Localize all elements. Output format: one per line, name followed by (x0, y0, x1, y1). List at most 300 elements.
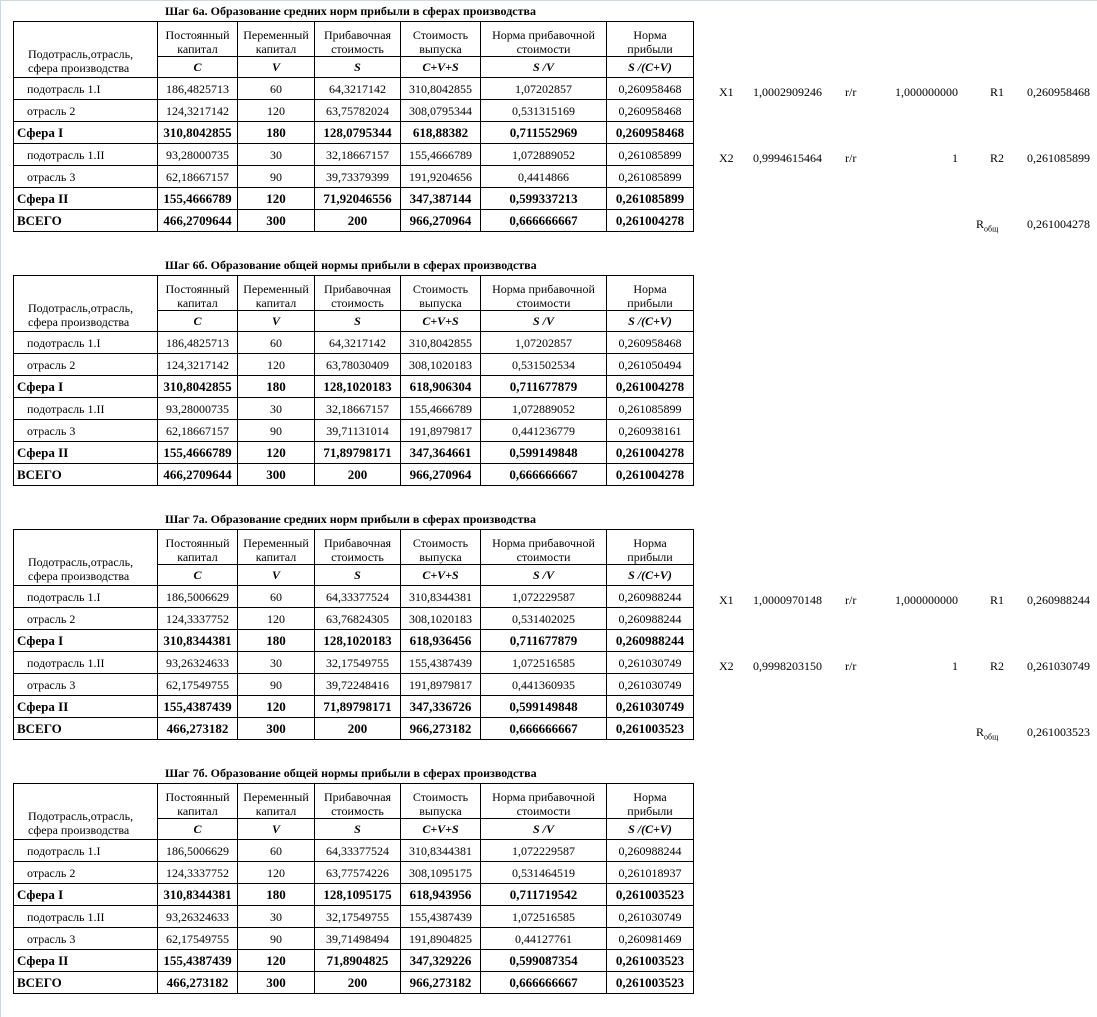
table-cell[interactable]: 0,260988244 (607, 608, 694, 630)
step-block (0, 762, 1097, 1016)
header-col2: Постоянный капитал (158, 276, 238, 311)
side-calc-x2[interactable]: X2 (719, 151, 734, 165)
table-cell[interactable]: 0,261085899 (607, 144, 694, 166)
table-cell[interactable]: 32,17549755 (315, 652, 401, 674)
table-cell[interactable]: 1,07202857 (481, 332, 607, 354)
row-label[interactable]: Сфера I (14, 884, 158, 906)
table-cell[interactable]: 0,261030749 (607, 674, 694, 696)
table-cell[interactable]: 155,4387439 (401, 906, 481, 928)
profit-table (13, 21, 694, 232)
header-symbol: C (158, 565, 238, 586)
table-cell[interactable]: 0,260958468 (607, 78, 694, 100)
table-cell[interactable]: 39,71131014 (315, 420, 401, 442)
table-cell[interactable]: 308,1020183 (401, 608, 481, 630)
table-cell[interactable]: 155,4387439 (158, 950, 238, 972)
table-cell[interactable]: 0,261050494 (607, 354, 694, 376)
table-cell[interactable]: 618,906304 (401, 376, 481, 398)
side-calc-rr1v[interactable]: 1,000000000 (895, 593, 958, 607)
table-cell[interactable]: 310,8042855 (401, 78, 481, 100)
header-col4: Прибавочная стоимость (315, 784, 401, 819)
table-cell[interactable]: 308,1095175 (401, 862, 481, 884)
profit-table (13, 275, 694, 486)
table-cell[interactable]: 60 (238, 586, 315, 608)
table-cell[interactable]: 310,8344381 (401, 586, 481, 608)
table-cell[interactable]: 0,261003523 (607, 718, 694, 740)
table-cell[interactable]: 1,072229587 (481, 586, 607, 608)
header-col7: Норма прибыли (607, 22, 694, 57)
table-cell[interactable]: 200 (315, 718, 401, 740)
table-row (14, 950, 694, 972)
table-cell[interactable]: 0,260958468 (607, 100, 694, 122)
table-cell[interactable]: 1,072516585 (481, 906, 607, 928)
row-label[interactable]: Сфера II (14, 950, 158, 972)
table-cell[interactable]: 1,072229587 (481, 840, 607, 862)
side-calc-r1v[interactable]: 0,260958468 (1027, 85, 1090, 99)
table-cell[interactable]: 0,531315169 (481, 100, 607, 122)
table-cell[interactable]: 93,28000735 (158, 144, 238, 166)
row-label[interactable]: отрасль 3 (14, 928, 158, 950)
table-cell[interactable]: 64,33377524 (315, 586, 401, 608)
table-cell[interactable]: 618,936456 (401, 630, 481, 652)
side-calc-r2v[interactable]: 0,261030749 (1027, 659, 1090, 673)
row-label[interactable]: ВСЕГО (14, 718, 158, 740)
header-symbol: S (315, 819, 401, 840)
side-calc-r1[interactable]: R1 (990, 85, 1005, 99)
block-title: Шаг 7б. Образование общей нормы прибыли в сферах производства (165, 766, 537, 780)
side-calc-rtv[interactable]: 0,261004278 (1027, 217, 1090, 231)
side-calc-r2[interactable]: R2 (990, 659, 1005, 673)
row-label[interactable]: отрасль 2 (14, 100, 158, 122)
table-cell[interactable]: 0,261085899 (607, 166, 694, 188)
table-cell[interactable]: 0,260938161 (607, 420, 694, 442)
table-cell[interactable]: 310,8344381 (401, 840, 481, 862)
side-calc-rr1[interactable]: r/r (845, 85, 857, 99)
table-row (14, 696, 694, 718)
table-row (14, 332, 694, 354)
row-label[interactable]: подотрасль 1.II (14, 652, 158, 674)
table-cell[interactable]: 63,76824305 (315, 608, 401, 630)
table-cell[interactable]: 0,531502534 (481, 354, 607, 376)
side-calc-rr1v[interactable]: 1,000000000 (895, 85, 958, 99)
row-label[interactable]: отрасль 3 (14, 420, 158, 442)
table-cell[interactable]: 128,1020183 (315, 630, 401, 652)
table-cell[interactable]: 0,261003523 (607, 972, 694, 994)
table-cell[interactable]: 308,0795344 (401, 100, 481, 122)
table-cell[interactable]: 62,18667157 (158, 166, 238, 188)
table-cell[interactable]: 0,261085899 (607, 188, 694, 210)
table-cell[interactable]: 180 (238, 122, 315, 144)
header-col4: Прибавочная стоимость (315, 530, 401, 565)
side-calc-r2v[interactable]: 0,261085899 (1027, 151, 1090, 165)
table-cell[interactable]: 1,072516585 (481, 652, 607, 674)
table-row (14, 78, 694, 100)
table-cell[interactable]: 0,261003523 (607, 884, 694, 906)
header-col2: Постоянный капитал (158, 784, 238, 819)
table-cell[interactable]: 32,18667157 (315, 398, 401, 420)
table-cell[interactable]: 62,18667157 (158, 420, 238, 442)
table-cell[interactable]: 124,3217142 (158, 354, 238, 376)
r-total-label: R (976, 217, 985, 231)
side-calc-r1v[interactable]: 0,260988244 (1027, 593, 1090, 607)
header-symbol: S (315, 57, 401, 78)
table-cell[interactable]: 93,26324633 (158, 906, 238, 928)
table-cell[interactable]: 0,261004278 (607, 376, 694, 398)
table-cell[interactable]: 64,33377524 (315, 840, 401, 862)
table-cell[interactable]: 1,072889052 (481, 144, 607, 166)
row-label[interactable]: ВСЕГО (14, 464, 158, 486)
side-calc-x1v[interactable]: 1,0000970148 (753, 593, 822, 607)
table-cell[interactable]: 966,270964 (401, 464, 481, 486)
table-cell[interactable]: 128,1020183 (315, 376, 401, 398)
table-cell[interactable]: 1,072889052 (481, 398, 607, 420)
table-cell[interactable]: 466,273182 (158, 718, 238, 740)
table-cell[interactable]: 155,4387439 (401, 652, 481, 674)
table-cell[interactable]: 466,2709644 (158, 464, 238, 486)
table-cell[interactable]: 60 (238, 78, 315, 100)
table-cell[interactable]: 966,270964 (401, 210, 481, 232)
table-cell[interactable]: 32,18667157 (315, 144, 401, 166)
row-label[interactable]: отрасль 2 (14, 862, 158, 884)
row-label[interactable]: Сфера II (14, 696, 158, 718)
table-cell[interactable]: 0,260958468 (607, 332, 694, 354)
side-calc-rr2[interactable]: r/r (845, 659, 857, 673)
table-cell[interactable]: 63,78030409 (315, 354, 401, 376)
table-cell[interactable]: 0,4414866 (481, 166, 607, 188)
table-row (14, 100, 694, 122)
table-cell[interactable]: 180 (238, 630, 315, 652)
table-cell[interactable]: 32,17549755 (315, 906, 401, 928)
step-block (0, 0, 1097, 254)
side-calc-x1v[interactable]: 1,0002909246 (753, 85, 822, 99)
table-cell[interactable]: 0,261030749 (607, 652, 694, 674)
table-cell[interactable]: 191,8904825 (401, 928, 481, 950)
table-row (14, 862, 694, 884)
table-cell[interactable]: 1,07202857 (481, 78, 607, 100)
table-cell[interactable]: 124,3337752 (158, 862, 238, 884)
table-cell[interactable]: 71,89798171 (315, 696, 401, 718)
table-cell[interactable]: 308,1020183 (401, 354, 481, 376)
row-label[interactable]: Сфера I (14, 122, 158, 144)
table-cell[interactable]: 186,5006629 (158, 586, 238, 608)
table-cell[interactable]: 90 (238, 420, 315, 442)
table-cell[interactable]: 63,75782024 (315, 100, 401, 122)
table-cell[interactable]: 90 (238, 928, 315, 950)
table-cell[interactable]: 90 (238, 674, 315, 696)
table-row (14, 608, 694, 630)
header-symbol: C+V+S (401, 311, 481, 332)
row-label[interactable]: ВСЕГО (14, 972, 158, 994)
row-label[interactable]: Сфера I (14, 376, 158, 398)
step-block (0, 508, 1097, 762)
header-col7: Норма прибыли (607, 276, 694, 311)
table-cell[interactable]: 310,8344381 (158, 630, 238, 652)
table-row (14, 210, 694, 232)
table-cell[interactable]: 310,8344381 (158, 884, 238, 906)
row-label[interactable]: подотрасль 1.II (14, 906, 158, 928)
header-col2: Постоянный капитал (158, 530, 238, 565)
row-label[interactable]: подотрасль 1.I (14, 78, 158, 100)
block-title: Шаг 7а. Образование средних норм прибыли в сферах производства (165, 512, 536, 526)
table-cell[interactable]: 180 (238, 884, 315, 906)
row-label[interactable]: Сфера I (14, 630, 158, 652)
table-cell[interactable]: 90 (238, 166, 315, 188)
r-total-subscript: общ (984, 224, 999, 234)
table-cell[interactable]: 64,3217142 (315, 78, 401, 100)
table-cell[interactable]: 0,441360935 (481, 674, 607, 696)
table-cell[interactable]: 300 (238, 972, 315, 994)
table-row (14, 972, 694, 994)
table-cell[interactable]: 0,711677879 (481, 630, 607, 652)
table-cell[interactable]: 186,4825713 (158, 78, 238, 100)
header-symbol: S /(C+V) (607, 819, 694, 840)
table-cell[interactable]: 62,17549755 (158, 928, 238, 950)
table-row (14, 718, 694, 740)
table-row (14, 630, 694, 652)
table-cell[interactable]: 310,8042855 (401, 332, 481, 354)
table-cell[interactable]: 0,260958468 (607, 122, 694, 144)
header-category: Подотрасль,отрасль, сфера производства (14, 276, 158, 332)
table-cell[interactable]: 39,73379399 (315, 166, 401, 188)
table-cell[interactable]: 0,599337213 (481, 188, 607, 210)
side-calc-x1[interactable]: X1 (719, 593, 734, 607)
table-cell[interactable]: 93,26324633 (158, 652, 238, 674)
side-calc-rr2v[interactable]: 1 (952, 659, 958, 673)
row-label[interactable]: отрасль 2 (14, 608, 158, 630)
table-cell[interactable]: 155,4666789 (401, 398, 481, 420)
header-col4: Прибавочная стоимость (315, 276, 401, 311)
table-cell[interactable]: 30 (238, 144, 315, 166)
table-cell[interactable]: 0,261004278 (607, 210, 694, 232)
header-symbol: S (315, 311, 401, 332)
table-cell[interactable]: 618,943956 (401, 884, 481, 906)
table-cell[interactable]: 60 (238, 840, 315, 862)
header-symbol: S /V (481, 57, 607, 78)
table-cell[interactable]: 155,4387439 (158, 696, 238, 718)
table-cell[interactable]: 300 (238, 718, 315, 740)
header-col5: Стоимость выпуска (401, 22, 481, 57)
table-cell[interactable]: 62,17549755 (158, 674, 238, 696)
block-title: Шаг 6б. Образование общей нормы прибыли в сферах производства (165, 258, 537, 272)
table-cell[interactable]: 966,273182 (401, 972, 481, 994)
row-label[interactable]: Сфера II (14, 188, 158, 210)
table-cell[interactable]: 63,77574226 (315, 862, 401, 884)
table-cell[interactable]: 0,260981469 (607, 928, 694, 950)
profit-table (13, 783, 694, 994)
table-cell[interactable]: 186,4825713 (158, 332, 238, 354)
side-calc-rt[interactable] (976, 725, 998, 741)
side-calc-rtv[interactable]: 0,261003523 (1027, 725, 1090, 739)
header-col3: Переменный капитал (238, 530, 315, 565)
row-label[interactable]: отрасль 3 (14, 674, 158, 696)
table-cell[interactable]: 124,3337752 (158, 608, 238, 630)
row-label[interactable]: подотрасль 1.II (14, 144, 158, 166)
table-cell[interactable]: 0,666666667 (481, 210, 607, 232)
table-cell[interactable]: 0,260988244 (607, 586, 694, 608)
table-cell[interactable]: 120 (238, 950, 315, 972)
header-symbol: C+V+S (401, 57, 481, 78)
table-cell[interactable]: 120 (238, 188, 315, 210)
header-col3: Переменный капитал (238, 22, 315, 57)
header-col5: Стоимость выпуска (401, 276, 481, 311)
table-cell[interactable]: 347,336726 (401, 696, 481, 718)
table-cell[interactable]: 128,1095175 (315, 884, 401, 906)
header-symbol: V (238, 819, 315, 840)
table-cell[interactable]: 0,260988244 (607, 840, 694, 862)
header-symbol: S /V (481, 819, 607, 840)
row-label[interactable]: подотрасль 1.II (14, 398, 158, 420)
table-row (14, 840, 694, 862)
table-cell[interactable]: 0,711719542 (481, 884, 607, 906)
row-label[interactable]: Сфера II (14, 442, 158, 464)
table-cell[interactable]: 30 (238, 906, 315, 928)
header-category: Подотрасль,отрасль, сфера производства (14, 784, 158, 840)
table-cell[interactable]: 466,273182 (158, 972, 238, 994)
table-cell[interactable]: 93,28000735 (158, 398, 238, 420)
table-cell[interactable]: 0,44127761 (481, 928, 607, 950)
header-col6: Норма прибавочной стоимости (481, 276, 607, 311)
table-cell[interactable]: 120 (238, 442, 315, 464)
table-cell[interactable]: 155,4666789 (158, 188, 238, 210)
header-symbol: S /(C+V) (607, 57, 694, 78)
header-col6: Норма прибавочной стоимости (481, 530, 607, 565)
table-cell[interactable]: 30 (238, 398, 315, 420)
table-cell[interactable]: 0,261030749 (607, 906, 694, 928)
table-cell[interactable]: 0,261004278 (607, 464, 694, 486)
table-cell[interactable]: 0,261030749 (607, 696, 694, 718)
table-cell[interactable]: 200 (315, 464, 401, 486)
table-cell[interactable]: 0,711677879 (481, 376, 607, 398)
table-cell[interactable]: 0,666666667 (481, 464, 607, 486)
table-cell[interactable]: 618,88382 (401, 122, 481, 144)
table-cell[interactable]: 300 (238, 210, 315, 232)
table-cell[interactable]: 466,2709644 (158, 210, 238, 232)
table-cell[interactable]: 120 (238, 696, 315, 718)
header-col4: Прибавочная стоимость (315, 22, 401, 57)
table-cell[interactable]: 128,0795344 (315, 122, 401, 144)
table-cell[interactable]: 0,441236779 (481, 420, 607, 442)
table-cell[interactable]: 124,3217142 (158, 100, 238, 122)
header-col3: Переменный капитал (238, 276, 315, 311)
profit-table (13, 529, 694, 740)
table-cell[interactable]: 310,8042855 (158, 376, 238, 398)
side-calc-x1[interactable]: X1 (719, 85, 734, 99)
table-cell[interactable]: 0,261085899 (607, 398, 694, 420)
side-calc-x2[interactable]: X2 (719, 659, 734, 673)
header-symbol: S /(C+V) (607, 565, 694, 586)
header-col6: Норма прибавочной стоимости (481, 784, 607, 819)
side-calc-r1[interactable]: R1 (990, 593, 1005, 607)
table-cell[interactable]: 200 (315, 210, 401, 232)
table-cell[interactable]: 120 (238, 862, 315, 884)
table-row (14, 928, 694, 950)
table-cell[interactable]: 0,666666667 (481, 972, 607, 994)
table-cell[interactable]: 71,8904825 (315, 950, 401, 972)
table-row (14, 442, 694, 464)
header-symbol: V (238, 565, 315, 586)
table-cell[interactable]: 155,4666789 (401, 144, 481, 166)
table-cell[interactable]: 0,261003523 (607, 950, 694, 972)
table-cell[interactable]: 71,92046556 (315, 188, 401, 210)
table-cell[interactable]: 0,599149848 (481, 442, 607, 464)
header-symbol: S /V (481, 311, 607, 332)
header-col5: Стоимость выпуска (401, 784, 481, 819)
table-row (14, 144, 694, 166)
table-cell[interactable]: 191,8979817 (401, 674, 481, 696)
header-category: Подотрасль,отрасль, сфера производства (14, 22, 158, 78)
table-cell[interactable]: 310,8042855 (158, 122, 238, 144)
table-cell[interactable]: 191,9204656 (401, 166, 481, 188)
table-row (14, 674, 694, 696)
table-cell[interactable]: 0,599149848 (481, 696, 607, 718)
row-label[interactable]: подотрасль 1.I (14, 840, 158, 862)
table-cell[interactable]: 39,71498494 (315, 928, 401, 950)
table-cell[interactable]: 0,531464519 (481, 862, 607, 884)
table-cell[interactable]: 64,3217142 (315, 332, 401, 354)
row-label[interactable]: ВСЕГО (14, 210, 158, 232)
header-col5: Стоимость выпуска (401, 530, 481, 565)
table-cell[interactable]: 39,72248416 (315, 674, 401, 696)
header-symbol: C (158, 819, 238, 840)
header-category: Подотрасль,отрасль, сфера производства (14, 530, 158, 586)
table-cell[interactable]: 120 (238, 354, 315, 376)
header-symbol: V (238, 311, 315, 332)
table-cell[interactable]: 191,8979817 (401, 420, 481, 442)
table-row (14, 884, 694, 906)
row-label[interactable]: отрасль 2 (14, 354, 158, 376)
table-cell[interactable]: 200 (315, 972, 401, 994)
table-cell[interactable]: 347,329226 (401, 950, 481, 972)
table-cell[interactable]: 0,711552969 (481, 122, 607, 144)
table-cell[interactable]: 300 (238, 464, 315, 486)
table-cell[interactable]: 30 (238, 652, 315, 674)
table-cell[interactable]: 0,261018937 (607, 862, 694, 884)
table-cell[interactable]: 120 (238, 100, 315, 122)
side-calc-rr2v[interactable]: 1 (952, 151, 958, 165)
header-symbol: C+V+S (401, 819, 481, 840)
table-cell[interactable]: 0,666666667 (481, 718, 607, 740)
side-calc-r2[interactable]: R2 (990, 151, 1005, 165)
table-row (14, 188, 694, 210)
side-calc-x2v[interactable]: 0,9998203150 (753, 659, 822, 673)
side-calc-rt[interactable] (976, 217, 998, 233)
table-row (14, 354, 694, 376)
side-calc-x2v[interactable]: 0,9994615464 (753, 151, 822, 165)
side-calc-rr2[interactable]: r/r (845, 151, 857, 165)
row-label[interactable]: подотрасль 1.I (14, 332, 158, 354)
table-cell[interactable]: 186,5006629 (158, 840, 238, 862)
table-cell[interactable]: 155,4666789 (158, 442, 238, 464)
step-block (0, 254, 1097, 508)
table-cell[interactable]: 0,599087354 (481, 950, 607, 972)
row-label[interactable]: подотрасль 1.I (14, 586, 158, 608)
table-cell[interactable]: 180 (238, 376, 315, 398)
header-symbol: S (315, 565, 401, 586)
table-cell[interactable]: 120 (238, 608, 315, 630)
header-col7: Норма прибыли (607, 784, 694, 819)
table-row (14, 652, 694, 674)
header-symbol: C (158, 311, 238, 332)
table-cell[interactable]: 966,273182 (401, 718, 481, 740)
side-calc-rr1[interactable]: r/r (845, 593, 857, 607)
table-cell[interactable]: 60 (238, 332, 315, 354)
table-cell[interactable]: 0,531402025 (481, 608, 607, 630)
table-cell[interactable]: 71,89798171 (315, 442, 401, 464)
table-cell[interactable]: 0,260988244 (607, 630, 694, 652)
table-cell[interactable]: 347,364661 (401, 442, 481, 464)
row-label[interactable]: отрасль 3 (14, 166, 158, 188)
table-cell[interactable]: 347,387144 (401, 188, 481, 210)
table-cell[interactable]: 0,261004278 (607, 442, 694, 464)
